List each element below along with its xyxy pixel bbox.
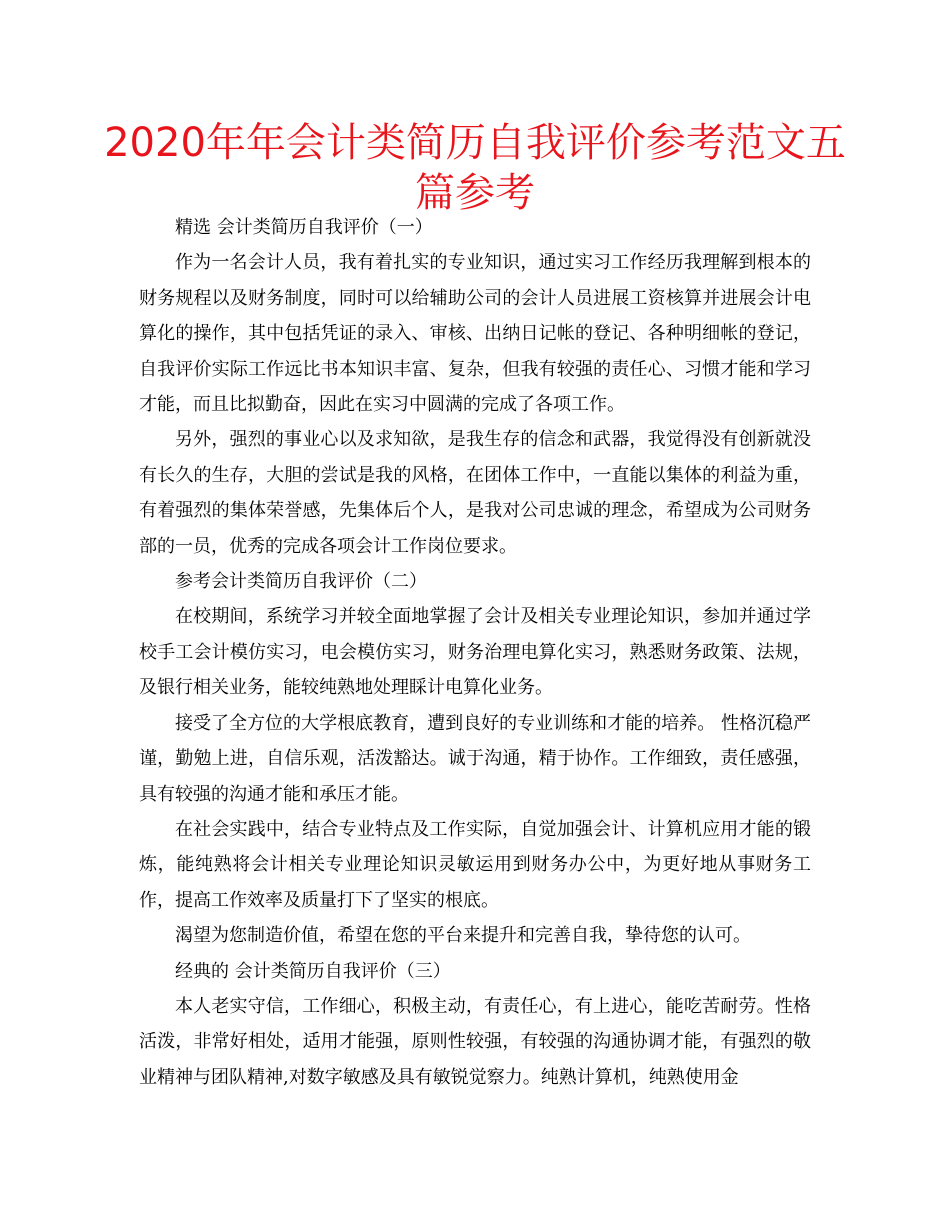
section-heading-3: 经典的 会计类简历自我评价（三）: [175, 960, 451, 982]
paragraph: 另外，强烈的事业心以及求知欲，是我生存的信念和武器，我觉得没有创新就没有长久的生存，大胆的尝试是我的风格，在团体工作中，一直能以集体的利益为重，有着强烈的集体荣誉感，先集体后个人，是我对公司忠诚的理念，希望成为公司财务部的一员，优秀的完成各项会计工作岗位要求。: [139, 429, 811, 557]
paragraph: 在校期间，系统学习并较全面地掌握了会计及相关专业理论知识，参加并通过学校手工会计模仿实习，电会模仿实习，财务治理电算化实习，熟悉财务政策、法规，及银行相关业务，能较纯熟地处理睬计电算化业务。: [139, 606, 811, 699]
paragraph: 作为一名会计人员，我有着扎实的专业知识，通过实习工作经历我理解到根本的财务规程以及财务制度，同时可以给辅助公司的会计人员进展工资核算并进展会计电算化的操作，其中包括凭证的录入、审核、出纳日记帐的登记、各种明细帐的登记，自我评价实际工作远比书本知识丰富、复杂，但我有较强的责任心、习惯才能和学习才能，而且比拟勤奋，因此在实习中圆满的完成了各项工作。: [139, 252, 811, 416]
section-heading-2: 参考会计类简历自我评价（二）: [175, 571, 427, 593]
paragraph: 渴望为您制造价值，希望在您的平台来提升和完善自我，挚待您的认可。: [175, 925, 751, 947]
paragraph: 在社会实践中，结合专业特点及工作实际，自觉加强会计、计算机应用才能的锻炼，能纯熟将会计相关专业理论知识灵敏运用到财务办公中，为更好地从事财务工作，提高工作效率及质量打下了坚实的根底。: [139, 818, 811, 911]
paragraph: 本人老实守信，工作细心，积极主动，有责任心，有上进心，能吃苦耐劳。性格活泼，非常好相处，适用才能强，原则性较强，有较强的沟通协调才能，有强烈的敬业精神与团队精神,对数字敏感及具有敏锐觉察力。纯熟计算机，纯熟使用金: [139, 995, 811, 1088]
section-heading-1: 精选 会计类简历自我评价（一）: [175, 217, 433, 238]
paragraph: 接受了全方位的大学根底教育，遭到良好的专业训练和才能的培养。 性格沉稳严谨，勤勉上进，自信乐观，活泼豁达。诚于沟通，精于协作。工作细致，责任感强，具有较强的沟通才能和承压才能。: [139, 712, 811, 805]
document-title: 2020年年会计类简历自我评价参考范文五篇参考: [104, 120, 846, 216]
document-body: [139, 210, 811, 1095]
